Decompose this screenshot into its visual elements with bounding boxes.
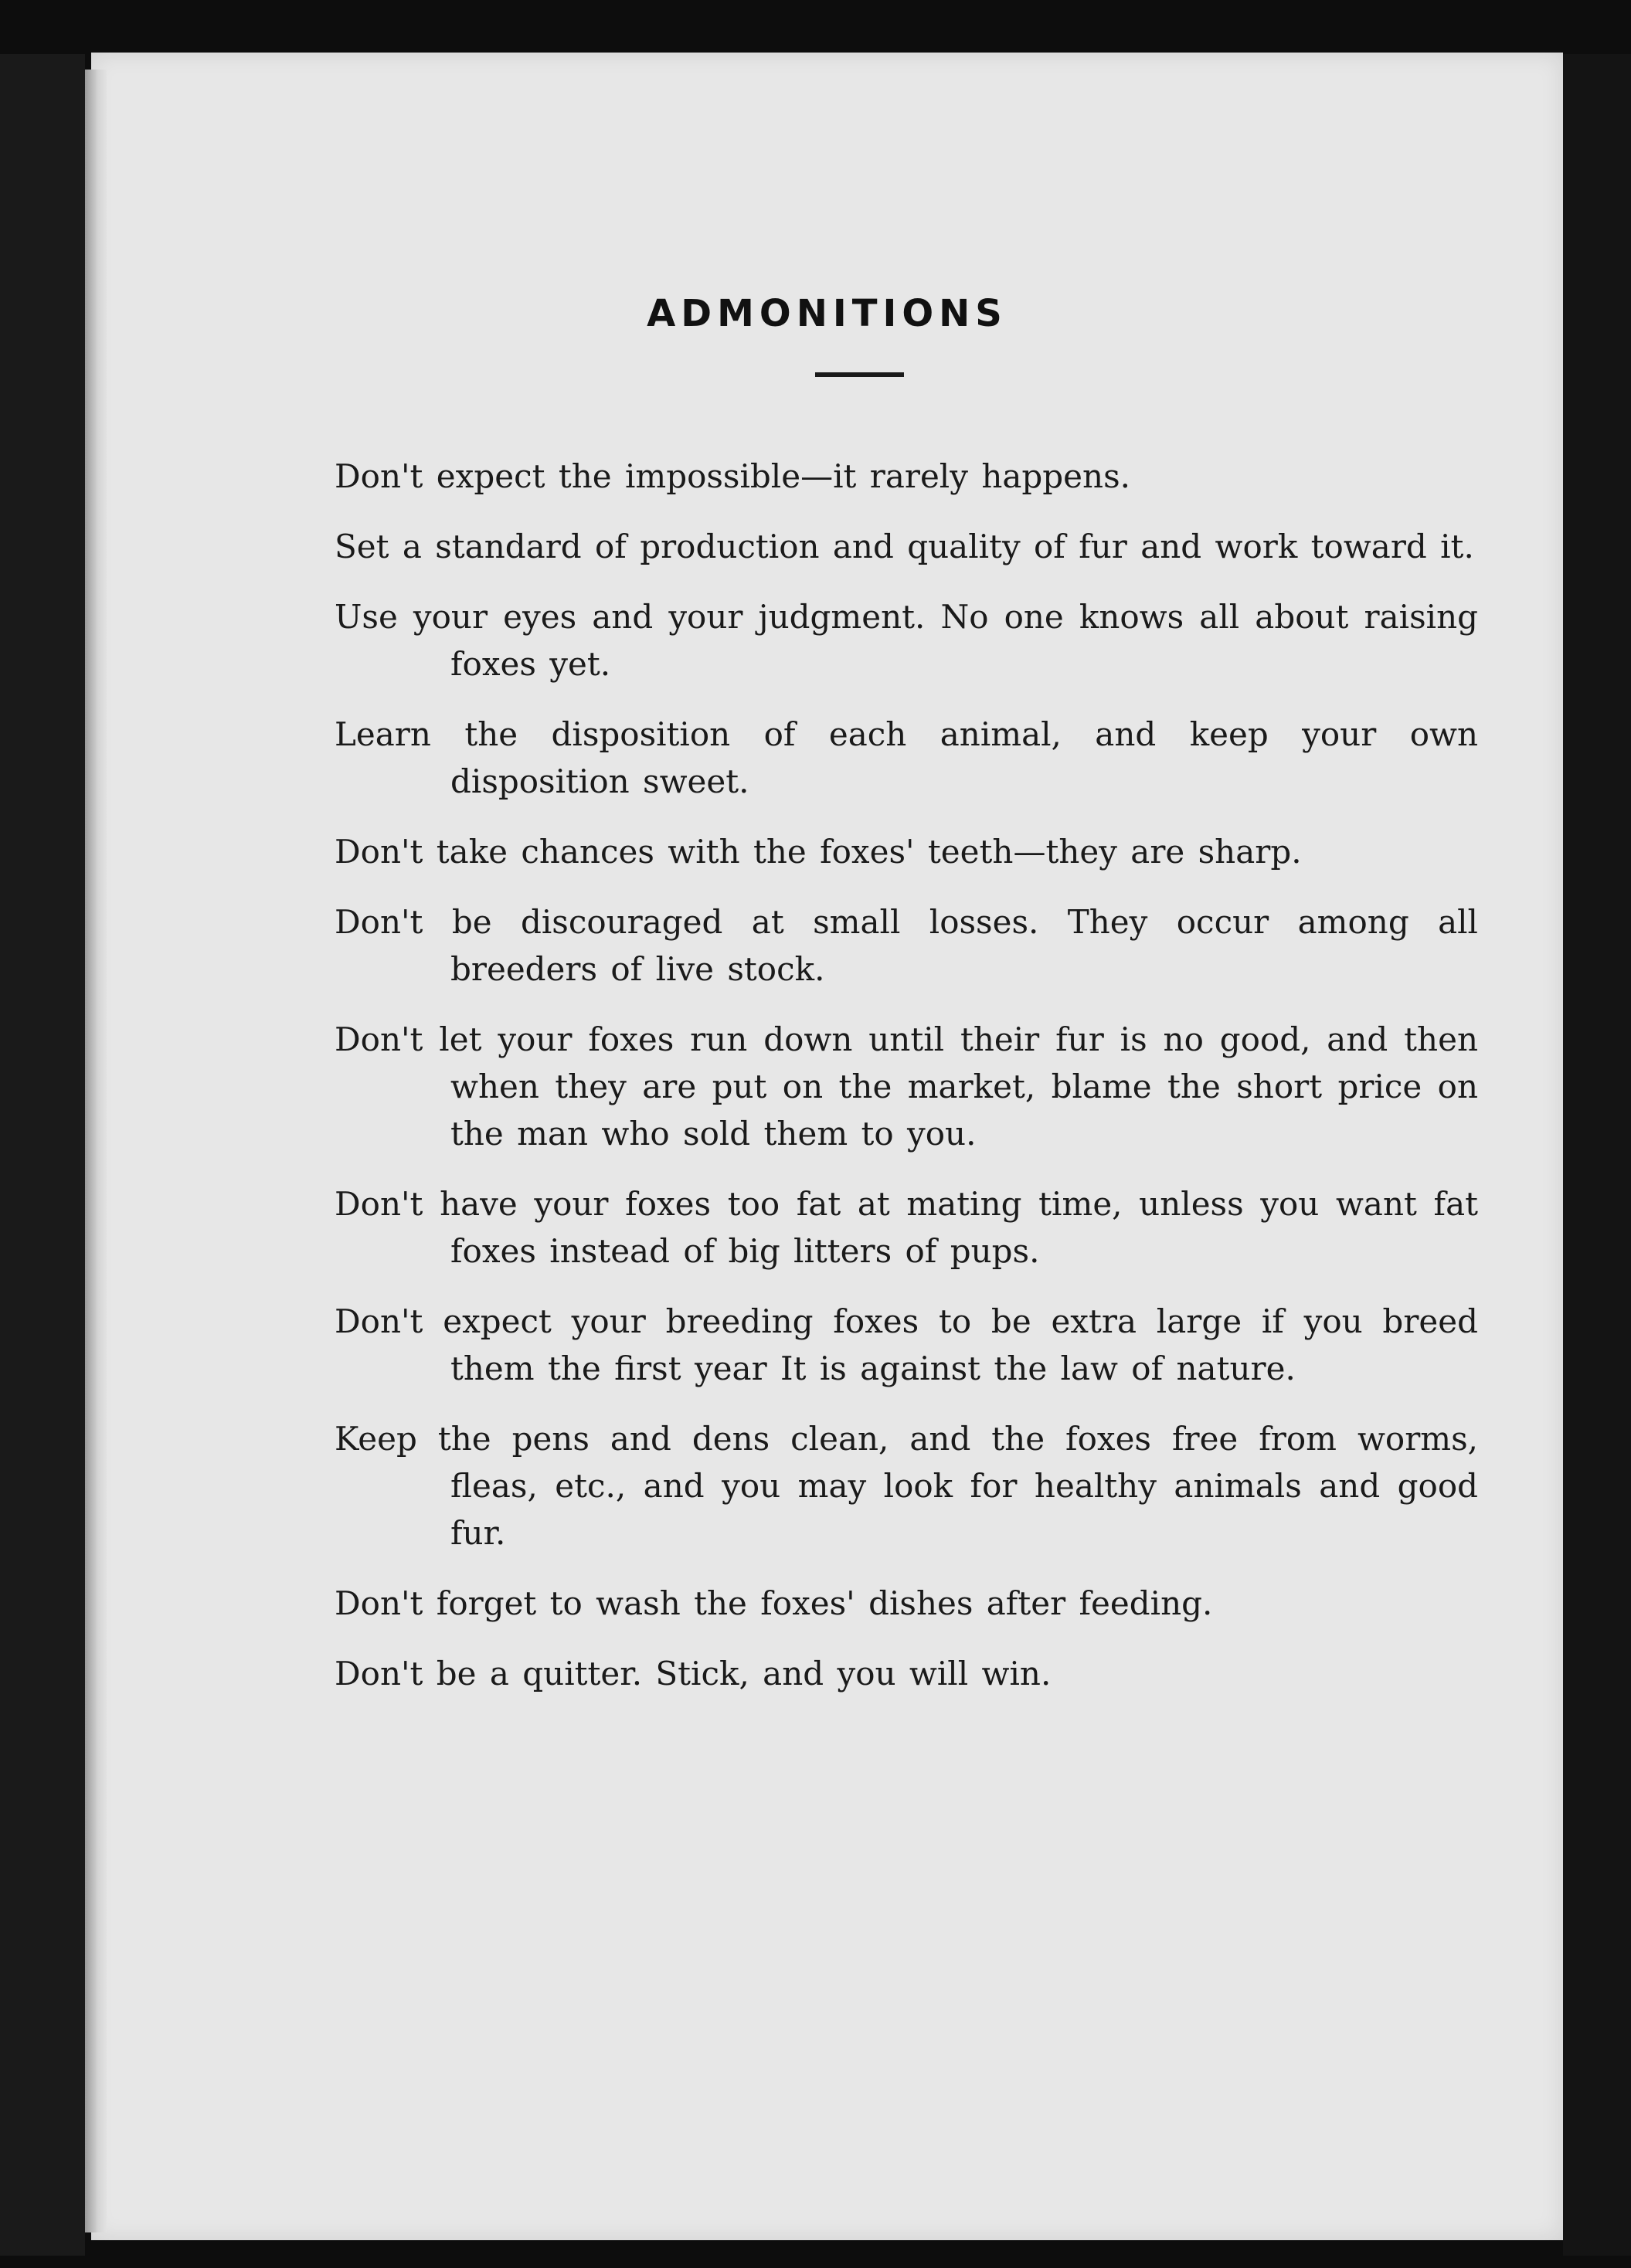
admonition-item: Set a standard of production and quality of fur and work toward it. (335, 528, 1474, 565)
scan-right-margin (1563, 54, 1631, 2256)
admonition-item: Learn the disposition of each animal, and keep your own disposition sweet. (335, 715, 1478, 800)
document-page (91, 53, 1563, 2240)
admonition-item: Don't expect your breeding foxes to be extra large if you breed them the first year It is against the law of nature. (335, 1302, 1478, 1387)
page-binding-edge (85, 70, 107, 2232)
admonition-item: Use your eyes and your judgment. No one knows all about raising foxes yet. (335, 598, 1478, 683)
admonition-item: Don't forget to wash the foxes' dishes after feeding. (335, 1584, 1213, 1622)
admonitions-list (335, 453, 1478, 1720)
admonition-item: Don't expect the impossible—it rarely happens. (335, 457, 1130, 495)
scan-left-margin (0, 54, 85, 2256)
admonition-item: Keep the pens and dens clean, and the foxes free from worms, fleas, etc., and you may look for healthy animals and good fur. (335, 1420, 1478, 1552)
page-title: ADMONITIONS (647, 292, 1007, 335)
admonition-item: Don't be discouraged at small losses. They occur among all breeders of live stock. (335, 903, 1478, 988)
admonition-item: Don't take chances with the foxes' teeth—they are sharp. (335, 833, 1302, 871)
admonition-item: Don't have your foxes too fat at mating time, unless you want fat foxes instead of big litters of pups. (335, 1185, 1478, 1270)
admonition-item: Don't be a quitter. Stick, and you will win. (335, 1655, 1052, 1693)
title-divider (815, 372, 904, 377)
admonition-item: Don't let your foxes run down until their fur is no good, and then when they are put on the market, blame the short price on the man who sold them to you. (335, 1020, 1478, 1153)
